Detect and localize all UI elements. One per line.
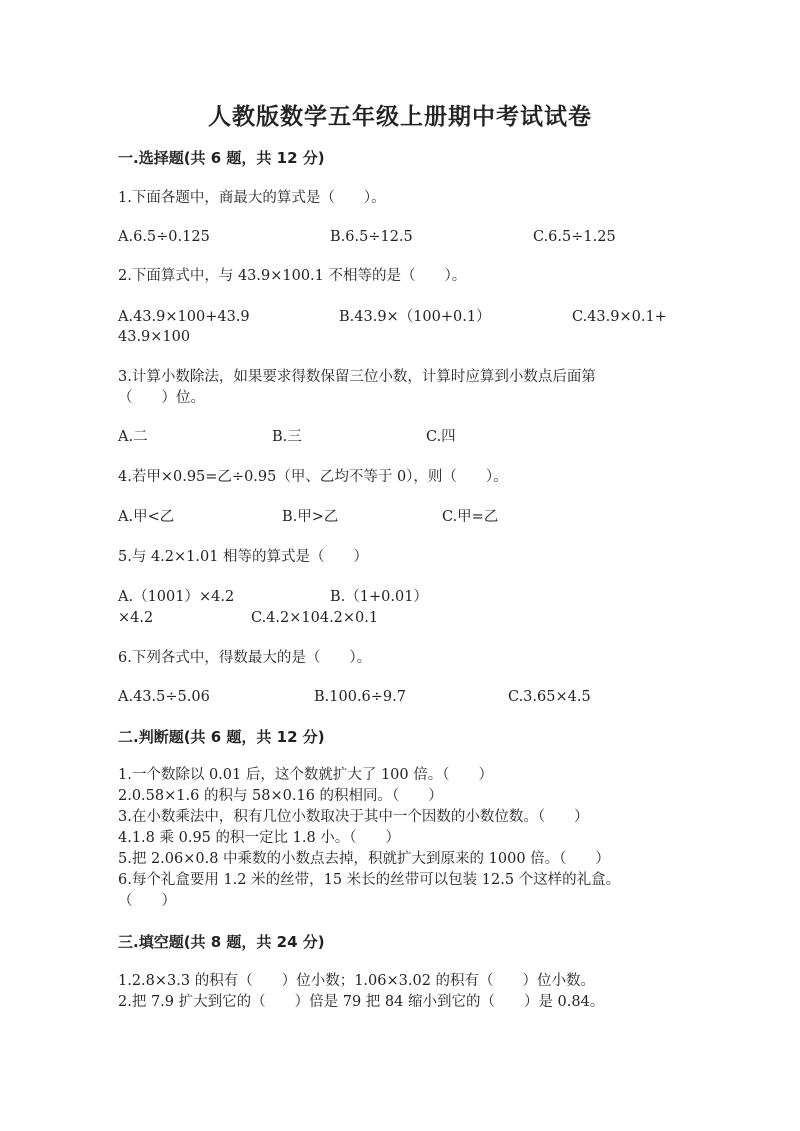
option-5b: B.（1+0.01）: [330, 589, 428, 605]
section-heading-choice: 一.选择题(共 6 题，共 12 分): [118, 149, 325, 167]
option-6a: A.43.5÷5.06: [118, 689, 210, 705]
judgement-item-3: 3.在小数乘法中，积有几位小数取决于其中一个因数的小数位数。（ ）: [118, 809, 589, 825]
question-4: 4.若甲×0.95=乙÷0.95（甲、乙均不等于 0），则（ ）。: [118, 469, 508, 485]
option-2c-cont: 43.9×100: [118, 329, 191, 345]
option-6b: B.100.6÷9.7: [314, 689, 406, 705]
question-6: 6.下列各式中，得数最大的是（ ）。: [118, 650, 372, 666]
option-3c: C.四: [426, 429, 456, 445]
option-2a: A.43.9×100+43.9: [118, 309, 250, 325]
option-4a: A.甲<乙: [118, 509, 175, 525]
judgement-item-4: 4.1.8 乘 0.95 的积一定比 1.8 小。（ ）: [118, 830, 401, 846]
judgement-item-6: 6.每个礼盒要用 1.2 米的丝带，15 米长的丝带可以包装 12.5 个这样的礼盒。: [118, 872, 621, 888]
option-2b: B.43.9×（100+0.1）: [339, 309, 491, 325]
section-heading-judgement: 二.判断题(共 6 题，共 12 分): [118, 728, 325, 746]
option-6c: C.3.65×4.5: [508, 689, 591, 705]
section-heading-fill: 三.填空题(共 8 题，共 24 分): [118, 933, 325, 951]
option-4c: C.甲=乙: [442, 509, 499, 525]
option-5b-cont: ×4.2: [118, 610, 154, 626]
option-4b: B.甲>乙: [282, 509, 339, 525]
option-3b: B.三: [272, 429, 302, 445]
fill-item-2: 2.把 7.9 扩大到它的（ ）倍是 79 把 84 缩小到它的（ ）是 0.84。: [118, 994, 605, 1010]
option-1a: A.6.5÷0.125: [118, 229, 210, 245]
option-2c: C.43.9×0.1+: [572, 309, 667, 325]
option-3a: A.二: [118, 429, 148, 445]
judgement-item-1: 1.一个数除以 0.01 后，这个数就扩大了 100 倍。（ ）: [118, 767, 493, 783]
page-title: 人教版数学五年级上册期中考试试卷: [208, 104, 592, 130]
option-5a: A.（1001）×4.2: [118, 589, 235, 605]
fill-item-1: 1.2.8×3.3 的积有（ ）位小数；1.06×3.02 的积有（ ）位小数。: [118, 973, 596, 989]
judgement-item-2: 2.0.58×1.6 的积与 58×0.16 的积相同。（ ）: [118, 788, 443, 804]
question-1: 1.下面各题中，商最大的算式是（ ）。: [118, 190, 386, 206]
question-3: 3.计算小数除法，如果要求得数保留三位小数，计算时应算到小数点后面第: [118, 369, 596, 385]
question-2: 2.下面算式中，与 43.9×100.1 不相等的是（ ）。: [118, 268, 467, 284]
judgement-item-5: 5.把 2.06×0.8 中乘数的小数点去掉，积就扩大到原来的 1000 倍。（ ）: [118, 851, 610, 867]
option-1c: C.6.5÷1.25: [533, 229, 616, 245]
question-3-cont: （ ）位。: [118, 390, 205, 406]
option-1b: B.6.5÷12.5: [330, 229, 413, 245]
option-5c: C.4.2×104.2×0.1: [251, 610, 379, 626]
judgement-item-6-cont: （ ）: [118, 893, 176, 909]
question-5: 5.与 4.2×1.01 相等的算式是（ ）: [118, 549, 369, 565]
